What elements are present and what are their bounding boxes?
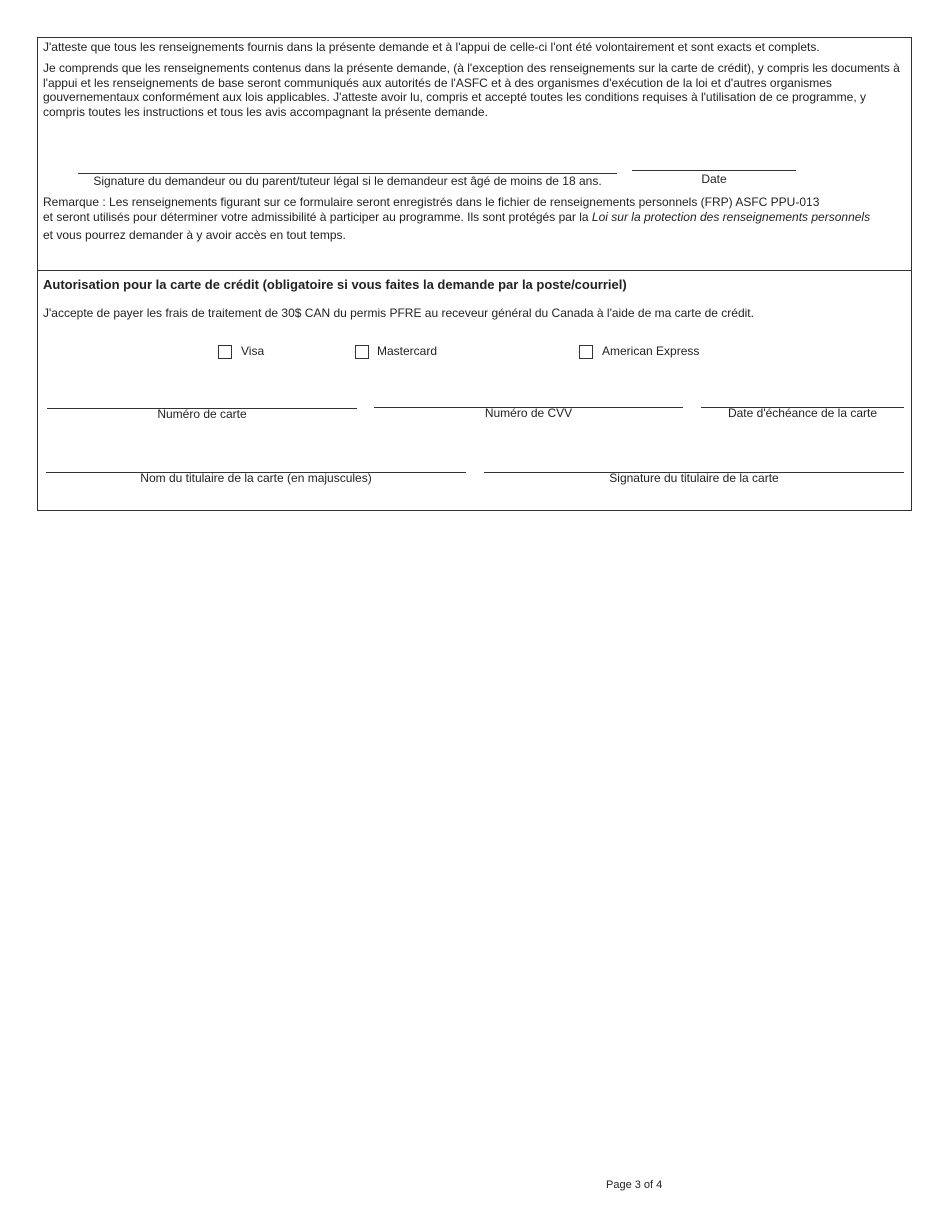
payment-consent: J'accepte de payer les frais de traitement de 30$ CAN du permis PFRE au receveur général du Canada à l'aide de ma carte de crédit. [43,306,754,320]
credit-card-heading: Autorisation pour la carte de crédit (obligatoire si vous faites la demande par la poste/courriel) [43,277,627,292]
declaration-section [37,37,912,271]
date-line[interactable] [632,170,796,171]
holder-signature-caption: Signature du titulaire de la carte [609,471,779,485]
applicant-signature-caption: Signature du demandeur ou du parent/tuteur légal si le demandeur est âgé de moins de 18 ans. [93,174,602,188]
page-number: Page 3 of 4 [606,1179,663,1191]
cvv-caption: Numéro de CVV [484,406,573,420]
amex-checkbox[interactable] [579,345,593,359]
credit-card-section [37,270,912,511]
remark-line-1: Remarque : Les renseignements figurant sur ce formulaire seront enregistrés dans le fichier de renseignements personnels (FRP) ASFC PPU-013 [43,195,820,209]
holder-name-caption: Nom du titulaire de la carte (en majuscules) [140,471,372,485]
understand-statement: Je comprends que les renseignements contenus dans la présente demande, (à l'exception des renseignements sur la carte de crédit), y compris les documents à l'appui et les renseignements de base seront communiqués aux autorités de l'ASFC et à des organismes d'exécution de la loi et d'autres organismes gouvernementaux conformément aux lois applicables. J'atteste avoir lu, compris et accepté toutes les conditions requises à l'utilisation de ce programme, y compris toutes les instructions et tous les avis accompagnant la présente demande. [43,61,900,119]
visa-label: Visa [241,344,265,358]
mastercard-checkbox[interactable] [355,345,369,359]
privacy-act-title: Loi sur la protection des renseignements personnels [591,210,871,224]
remark-line-2-text: et seront utilisés pour déterminer votre admissibilité à participer au programme. Ils sont protégés par la [43,210,592,224]
amex-label: American Express [602,344,700,358]
visa-checkbox[interactable] [218,345,232,359]
attest-statement: J'atteste que tous les renseignements fournis dans la présente demande et à l'appui de celle-ci l'ont été volontairement et sont exacts et complets. [43,40,820,54]
remark-line-3: et vous pourrez demander à y avoir accès en tout temps. [43,228,346,242]
expiry-caption: Date d'échéance de la carte [727,406,878,420]
mastercard-label: Mastercard [377,344,438,358]
date-caption: Date [701,172,727,186]
card-number-caption: Numéro de carte [157,407,247,421]
remark-line-2 [43,210,870,225]
